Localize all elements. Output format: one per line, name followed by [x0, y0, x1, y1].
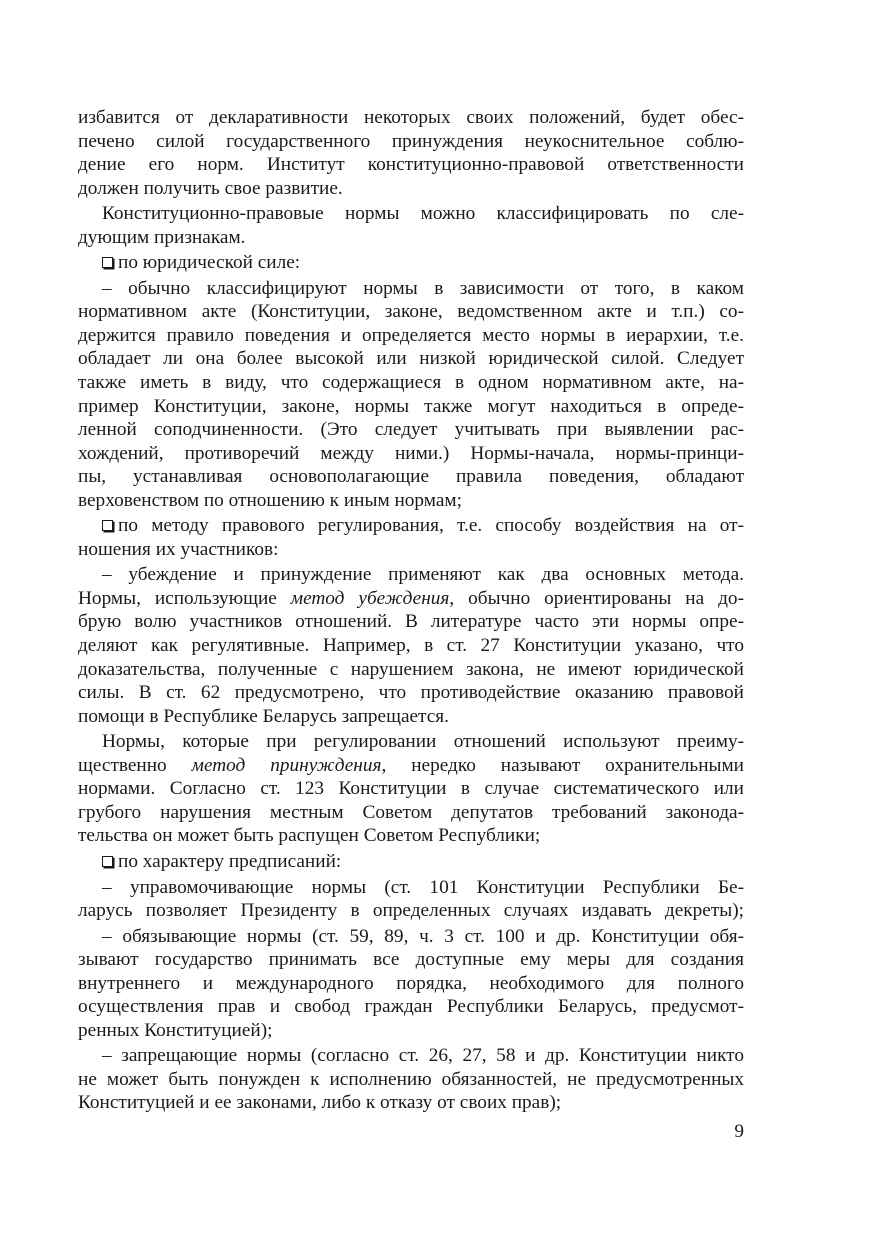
text-line: хождений, противоречий между ними.) Нормы-начала, нормы-принци- — [78, 442, 744, 464]
checkbox-bullet-icon — [102, 856, 113, 867]
term-coercion-method: метод принуждения — [191, 754, 382, 776]
text-line: по методу правового регулирования, т.е. способу воздействия на от- — [118, 515, 744, 537]
text-line: деляют как регулятивные. Например, в ст. 27 Конституции указано, что — [78, 635, 744, 657]
list-item-regulation-method — [78, 514, 744, 538]
text-line: грубого нарушения местным Советом депутатов требований законода- — [78, 801, 744, 823]
term-persuasion-method: метод убеждения — [290, 587, 450, 609]
text-line: ношения их участников: — [78, 538, 279, 560]
text-line-with-emphasis: щественно метод принуждения, нередко называют охранительными — [78, 754, 744, 776]
text-line: внутреннего и международного порядка, необходимого для полного — [78, 972, 744, 994]
text-line: по характеру предписаний: — [118, 850, 342, 872]
text-line: осуществления прав и свобод граждан Республики Беларусь, предусмот- — [78, 996, 744, 1018]
text-line: – обычно классифицируют нормы в зависимости от того, в каком — [102, 277, 744, 299]
text-line: печено силой государственного принуждения неукоснительное соблю- — [78, 130, 744, 152]
text-line-with-emphasis: Нормы, использующие метод убеждения, обычно ориентированы на до- — [78, 587, 744, 609]
body-text — [78, 106, 744, 1115]
text-line: – запрещающие нормы (согласно ст. 26, 27, 58 и др. Конституции никто — [102, 1045, 744, 1067]
text-line: ленной соподчиненности. (Это следует учитывать при выявлении рас- — [78, 419, 744, 441]
text-line: пример Конституции, законе, нормы также могут находиться в опреде- — [78, 395, 744, 417]
text-line: силы. В ст. 62 предусмотрено, что противодействие оказанию правовой — [78, 682, 744, 704]
text-line: должен получить свое развитие. — [78, 177, 343, 199]
text-line: помощи в Республике Беларусь запрещается. — [78, 705, 449, 727]
text-line: нормативном акте (Конституции, законе, ведомственном акте и т.п.) со- — [78, 301, 744, 323]
text-line: избавится от декларативности некоторых своих положений, будет обес- — [78, 107, 744, 128]
text-line: нормами. Согласно ст. 123 Конституции в случае систематического или — [78, 778, 744, 800]
text-line: – управомочивающие нормы (ст. 101 Конституции Республики Бе- — [102, 876, 744, 898]
page-number: 9 — [734, 1121, 744, 1142]
text-line: Конституционно-правовые нормы можно классифицировать по сле- — [102, 203, 744, 225]
text-line: ларусь позволяет Президенту в определенных случаях издавать декреты); — [78, 900, 744, 922]
text-line: дение его норм. Институт конституционно-правовой ответственности — [78, 154, 744, 176]
list-item-prescription-nature — [78, 850, 744, 874]
text-line: – обязывающие нормы (ст. 59, 89, ч. 3 ст. 100 и др. Конституции обя- — [102, 925, 744, 947]
text-line: – убеждение и принуждение применяют как два основных метода. — [102, 564, 744, 586]
checkbox-bullet-icon — [102, 257, 113, 268]
text-line: Конституцией и ее законами, либо к отказу от своих прав); — [78, 1092, 562, 1114]
text-line: пы, устанавливая основополагающие правила поведения, обладают — [78, 466, 744, 488]
text-line: держится правило поведения и определяется место нормы в иерархии, т.е. — [78, 324, 744, 346]
text-line: верховенством по отношению к иным нормам; — [78, 489, 462, 511]
text-line: также иметь в виду, что содержащиеся в одном нормативном акте, на- — [78, 372, 744, 394]
text-line: не может быть понужден к исполнению обязанностей, не предусмотренных — [78, 1068, 744, 1090]
text-line: дующим признакам. — [78, 226, 246, 248]
text-line: зывают государство принимать все доступные ему меры для создания — [78, 949, 744, 971]
list-item-legal-force — [78, 251, 744, 275]
text-line: Нормы, которые при регулировании отношений используют преиму- — [102, 731, 744, 753]
text-line: брую волю участников отношений. В литературе часто эти нормы опре- — [78, 611, 744, 633]
text-line: тельства он может быть распущен Советом Республики; — [78, 825, 541, 847]
text-line: по юридической силе: — [118, 252, 301, 274]
text-line: обладает ли она более высокой или низкой юридической силой. Следует — [78, 348, 744, 370]
checkbox-bullet-icon — [102, 520, 113, 531]
text-line: ренных Конституцией); — [78, 1019, 273, 1041]
text-line: доказательства, полученные с нарушением закона, не имеют юридической — [78, 658, 744, 680]
